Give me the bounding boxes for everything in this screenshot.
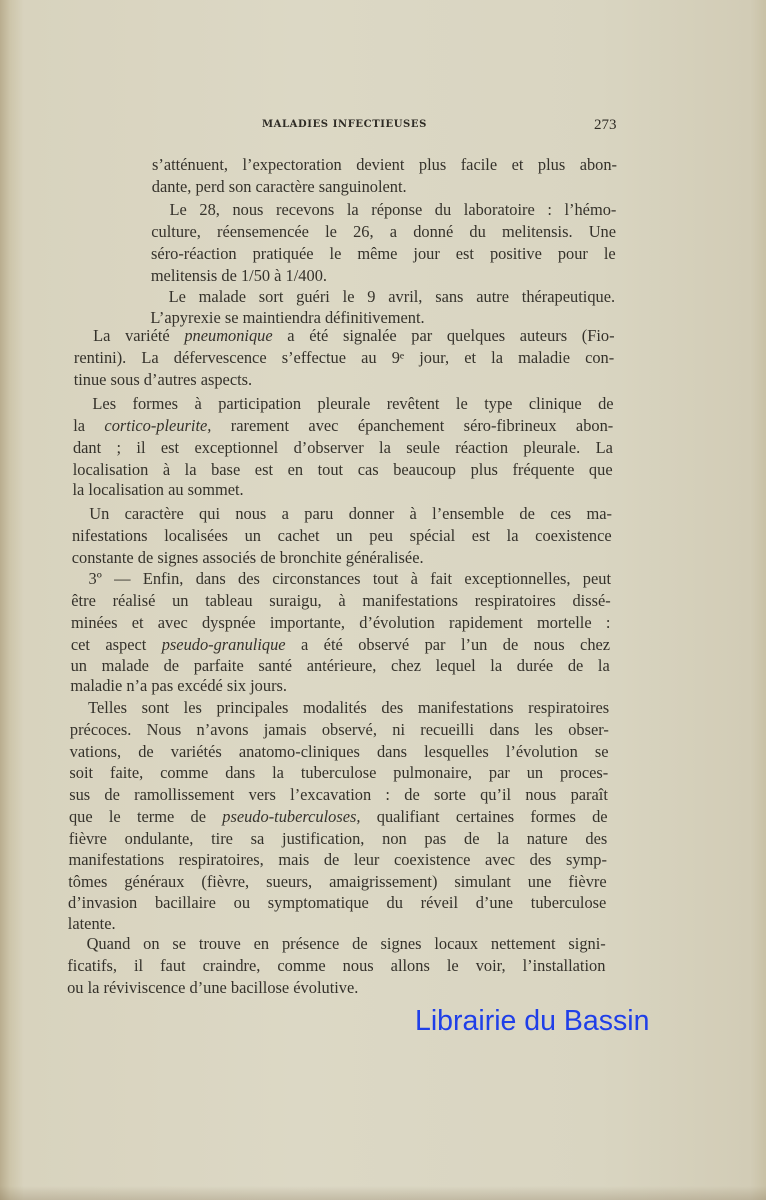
text-line [152,177,407,197]
text-segment: la [73,416,105,435]
text-segment: Les formes à participation pleurale revêtent le type clinique de [92,394,614,413]
text-segment: localisation à la base est en tout cas beaucoup plus fréquente que [72,460,613,479]
text-segment: séro-réaction pratiquée le même jour est positive pour le [151,244,616,263]
italic-term: pseudo-tuberculoses, [222,807,361,826]
text-segment: s’atténuent, l’expectoration devient plus facile et plus abon- [152,155,618,174]
text-line [169,287,616,307]
italic-term: cortico-pleurite, [104,416,212,435]
text-segment: minées et avec dyspnée importante, d’évolution rapidement mortelle : [71,613,611,632]
text-line [151,222,616,242]
text-segment: soit faite, comme dans la tuberculose pulmonaire, par un proces- [69,763,609,782]
text-segment: d’invasion bacillaire ou symptomatique du réveil d’une tuberculose [68,893,607,912]
text-segment: La variété [93,326,185,345]
text-line [70,720,609,740]
text-segment: qualifiant certaines formes de [360,807,608,826]
text-segment: précoces. Nous n’avons jamais observé, ni recueilli dans les obser- [69,720,609,739]
text-segment: Telles sont les principales modalités des manifestations respiratoires [88,698,610,717]
text-segment: Un caractère qui nous a paru donner à l’ensemble de ces ma- [89,504,612,523]
text-segment: a été observé par l’un de nous chez [285,635,611,654]
text-line [69,763,608,783]
text-segment: rarement avec épanchement séro-fibrineux abon- [211,416,614,435]
text-segment: fièvre ondulante, tire sa justification, non pas de la nature des [68,829,608,848]
text-segment: nifestations localisées un cachet un peu spécial est la coexistence [71,526,612,545]
text-segment: sus de ramollissement vers l’excavation : de sorte qu’il nous paraît [69,785,608,804]
text-segment: vations, de variétés anatomo-cliniques dans lesquelles l’évolution se [69,742,609,761]
text-line [152,155,617,175]
text-segment: cet aspect [70,635,162,654]
text-segment: ficatifs, il faut craindre, comme nous allons le voir, l’installation [67,956,606,975]
text-segment: 3º — Enfin, dans des circonstances tout à fait exceptionnelles, peut [88,569,612,588]
text-line [71,656,610,676]
text-line [67,956,605,976]
text-segment: Le malade sort guéri le 9 avril, sans autre thérapeutique. [168,287,616,306]
text-segment: L’apyrexie se maintiendra définitivement. [150,308,425,327]
text-segment: que le terme de [68,807,223,826]
text-line [73,438,613,458]
text-line [71,635,610,655]
text-line [71,591,610,611]
text-line [87,934,606,954]
text-line [72,526,612,546]
text-line [72,548,424,568]
text-segment: tômes généraux (fièvre, sueurs, amaigrissement) simulant une fièvre [68,872,607,891]
text-line [68,914,116,934]
text-line [151,244,616,264]
text-line [74,348,614,368]
text-segment: un malade de parfaite santé antérieure, chez lequel la durée de la [70,656,610,675]
text-segment: rentini). La défervescence s’effectue au 9ᵉ jour, et la maladie con- [73,348,615,367]
italic-term: pneumonique [184,326,273,345]
text-segment: culture, réensemencée le 26, a donné du melitensis. Une [151,222,617,241]
text-line [69,785,608,805]
text-line [150,308,424,328]
text-segment: ou la réviviscence d’une bacillose évolutive. [67,978,359,997]
text-segment: maladie n’a pas excédé six jours. [70,676,287,695]
text-line [73,460,613,480]
running-head: MALADIES INFECTIEUSES [262,119,427,130]
text-line [89,504,612,524]
text-line [68,872,606,892]
text-line [73,416,613,436]
text-line [70,742,609,762]
text-segment: a été signalée par quelques auteurs (Fio- [272,326,615,345]
text-segment: melitensis de 1/50 à 1/400. [150,266,327,285]
text-line [92,394,613,414]
text-line [71,613,610,633]
text-line [70,676,287,696]
text-line [67,978,358,998]
text-segment: latente. [67,914,116,933]
text-line [74,370,252,390]
text-line [69,807,608,827]
text-segment: dant ; il est exceptionnel d’observer la seule réaction pleurale. La [72,438,613,457]
text-segment: dante, perd son caractère sanguinolent. [151,177,407,196]
text-line [88,698,609,718]
text-line [72,480,243,500]
text-line [93,326,614,346]
text-line [69,829,608,849]
text-segment: Le 28, nous recevons la réponse du laboratoire : l’hémo- [169,200,617,219]
text-segment: Quand on se trouve en présence de signes locaux nettement signi- [86,934,606,953]
text-segment: tinue sous d’autres aspects. [73,370,253,389]
text-segment: la localisation au sommet. [72,480,244,499]
text-segment: constante de signes associés de bronchite généralisée. [71,548,424,567]
text-line [151,266,327,286]
text-line [170,200,617,220]
italic-term: pseudo-granulique [161,635,286,654]
watermark-text: Librairie du Bassin [415,1005,650,1037]
text-line [89,569,612,589]
text-line [68,893,606,913]
page-number: 273 [594,117,617,133]
text-segment: manifestations respiratoires, mais de leur coexistence avec des symp- [68,850,607,869]
text-segment: être réalisé un tableau suraigu, à manifestations respiratoires dissé- [71,591,611,610]
text-line [68,850,606,870]
